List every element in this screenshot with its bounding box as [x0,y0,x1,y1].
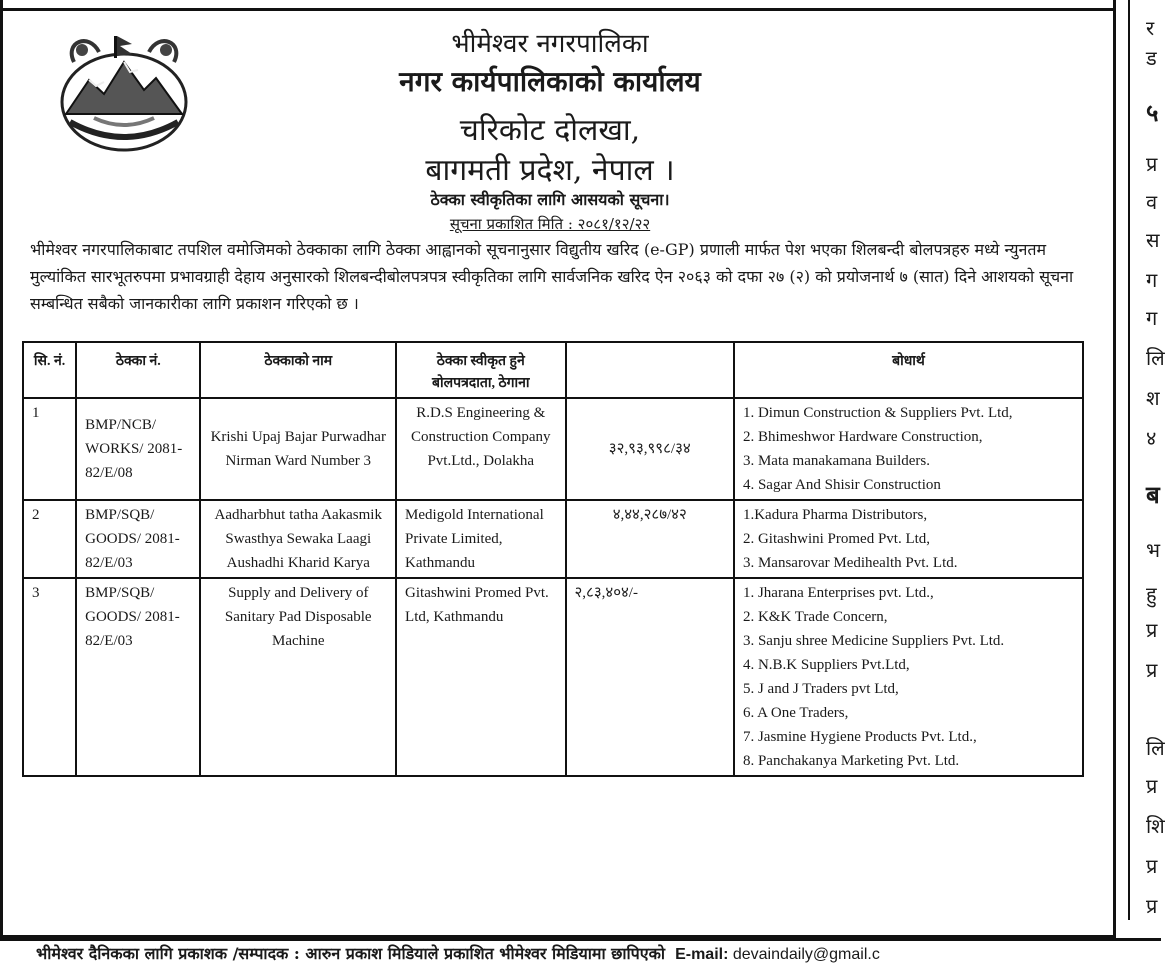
header-remarks: बोधार्थ [734,342,1083,398]
footer-publisher-text: भीमेश्वर दैनिकका लागि प्रकाशक /सम्पादक : आरुन प्रकाश मिडियाले प्रकाशित भीमेश्वर मिडियामा छापिएको [36,944,666,963]
cell-bidder: R.D.S Engineering & Construction Company Pvt.Ltd., Dolakha [396,398,565,500]
header-contract-name: ठेक्काको नाम [200,342,396,398]
strip-char: प्र [1146,894,1158,918]
list-item: 5. J and J Traders pvt Ltd, [742,681,899,697]
email-label: E-mail: [675,946,729,963]
contract-table [22,341,1084,777]
strip-char: लि [1146,736,1165,760]
cell-bidder: Gitashwini Promed Pvt. Ltd, Kathmandu [396,578,565,776]
cell-amount: ३२,९३,९९८/३४ [566,398,734,500]
column-divider [1128,0,1130,920]
list-item: 8. Panchakanya Marketing Pvt. Ltd. [742,753,960,769]
list-item: 7. Jasmine Hygiene Products Pvt. Ltd., [742,729,977,745]
list-item: 3. Mata manakamana Builders. [742,453,930,469]
strip-char: स [1146,228,1160,252]
cell-amount: २,८३,४०४/- [566,578,734,776]
cell-bidder: Medigold International Private Limited, Kathmandu [396,500,565,578]
office-name: नगर कार्यपालिकाको कार्यालय [399,65,701,98]
strip-char: र [1146,16,1155,40]
list-item: 4. Sagar And Shisir Construction [742,477,941,493]
header-bidder: ठेक्का स्वीकृत हुने बोलपत्रदाता, ठेगाना [396,342,565,398]
strip-char: श [1146,386,1160,410]
footer-email [671,946,880,963]
list-item: 3. Sanju shree Medicine Suppliers Pvt. Ltd. [742,633,1005,649]
list-item: 6. A One Traders, [742,705,849,721]
table-row [23,500,1083,578]
cell-contract-no: BMP/SQB/ GOODS/ 2081- 82/E/03 [76,500,200,578]
list-item: 4. N.B.K Suppliers Pvt.Ltd, [742,657,910,673]
table-header-row [23,342,1083,398]
strip-char: व [1146,190,1158,214]
strip-char: प्र [1146,152,1158,176]
cell-remarks [734,500,1083,578]
notice-title: ठेक्का स्वीकृतिका लागि आसयको सूचना। [430,190,670,209]
cell-remarks [734,398,1083,500]
footer-rule [0,938,1161,941]
cell-contract-name: Krishi Upaj Bajar Purwadhar Nirman Ward Number 3 [200,398,396,500]
strip-char: शि [1146,814,1165,838]
list-item: 3. Mansarovar Medihealth Pvt. Ltd. [742,555,958,571]
strip-char: ग [1146,268,1158,292]
table-row [23,398,1083,500]
cell-contract-name: Aadharbhut tatha Aakasmik Swasthya Sewaka Laagi Aushadhi Kharid Karya [200,500,396,578]
strip-char: भ [1146,538,1161,562]
list-item: 1. Dimun Construction & Suppliers Pvt. Ltd, [742,405,1013,421]
published-date: सूचना प्रकाशित मिति : २०८१/१२/२२ [449,215,651,233]
strip-char: ग [1146,306,1158,330]
list-item: 2. K&K Trade Concern, [742,609,888,625]
municipality-name: भीमेश्वर नगरपालिका [451,29,649,59]
header-amount [566,342,734,398]
table-row [23,578,1083,776]
header-contract-no: ठेक्का नं. [76,342,200,398]
cell-contract-no: BMP/NCB/ WORKS/ 2081- 82/E/08 [76,398,200,500]
list-item: 1.Kadura Pharma Distributors, [742,507,928,523]
list-item: 1. Jharana Enterprises pvt. Ltd., [742,585,934,601]
cell-amount: ४,४४,२८७/४२ [566,500,734,578]
cell-sn: 2 [23,500,76,578]
address-line-2: बागमती प्रदेश, नेपाल । [425,153,675,188]
strip-char: ब [1146,480,1160,509]
intro-paragraph: भीमेश्वर नगरपालिकाबाट तपशिल वमोजिमको ठेक्काका लागि ठेक्का आह्वानको सूचनानुसार विद्युतीय खरिद (e-GP) प्रणाली मार्फत पेश भएका शिलबन्दी बोलपत्रहरु मध्ये न्युनतम मुल्यांकित सारभूतरुपमा प्रभावग्राही देहाय अनुसारको शिलबन्दीबोलपत्रपत्र स्वीकृतिका लागि सार्वजनिक खरिद ऐन २०६३ को दफा २७ (२) को प्रयोजनार्थ ७ (सात) दिने आशयको सूचना सम्बन्धित सबैको जानकारीका लागि प्रकाशन गरिएको छ । [30,240,1074,313]
adjacent-column-strip [1122,0,1165,938]
strip-char: प्र [1146,618,1158,642]
strip-char: लि [1146,346,1165,370]
email-value: devaindaily@gmail.c [732,946,880,963]
list-item: 2. Gitashwini Promed Pvt. Ltd, [742,531,931,547]
cell-remarks [734,578,1083,776]
nepal-emblem-logo [44,22,204,156]
list-item: 2. Bhimeshwor Hardware Construction, [742,429,983,445]
strip-char: प्र [1146,658,1158,682]
cell-contract-no: BMP/SQB/ GOODS/ 2081- 82/E/03 [76,578,200,776]
strip-char: हु [1146,582,1157,606]
strip-char: प्र [1146,774,1158,798]
cell-sn: 1 [23,398,76,500]
strip-char: ५ [1146,98,1159,127]
address-line-1: चरिकोट दोलखा, [459,113,641,148]
cell-sn: 3 [23,578,76,776]
strip-char: ड [1146,46,1157,70]
strip-char: प्र [1146,854,1158,878]
header-sn: सि. नं. [23,342,76,398]
page-footer [0,942,1161,967]
strip-char: ४ [1146,426,1157,450]
cell-contract-name: Supply and Delivery of Sanitary Pad Disposable Machine [200,578,396,776]
